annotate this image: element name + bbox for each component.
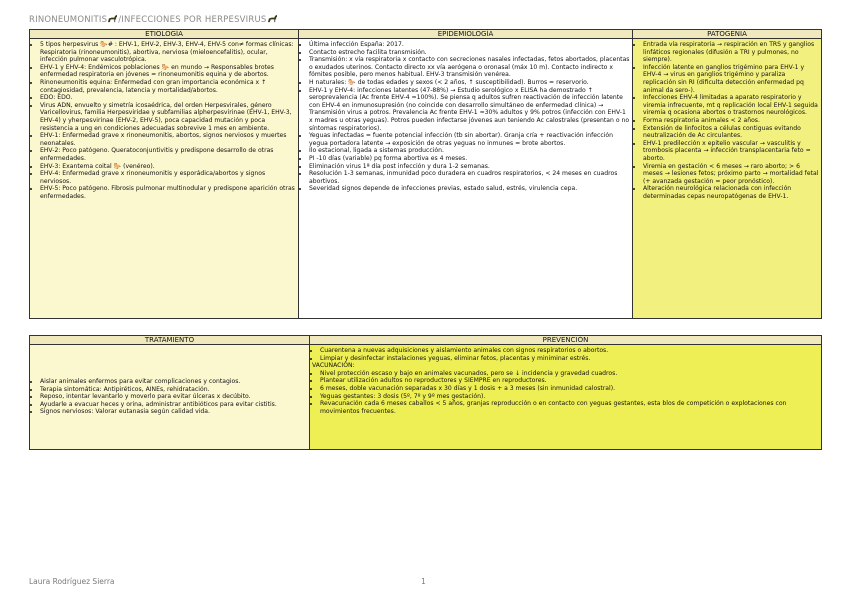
list-item: • Transmisión: x vía respiratoria x contacto con secreciones nasales infectadas, fetos abortados, placentas o exudados uterinos. Contacto directo xx vía aerógena o oronasal (máx 10 m). Contacto indirecto x fómites posible, pero menos habitual. EHV-3 transmisión venérea. bbox=[309, 56, 630, 79]
list-item: • Viremia en gestación < 6 meses → raro aborto; > 6 meses → lesiones fetos; próximo parto → mortalidad fetal (+ avanzada gestación = peor pronóstico). bbox=[643, 163, 819, 186]
page-title bbox=[29, 14, 278, 25]
list-item: • Forma respiratoria animales < 2 años. bbox=[643, 117, 819, 125]
page-title-part2: /INFECCIONES POR HERPESVIRUS bbox=[118, 15, 267, 25]
list-item: • Reposo, intentar levantarlo y moverlo para evitar úlceras x decúbito. bbox=[40, 393, 307, 401]
top-table bbox=[29, 29, 822, 319]
list-item: • Revacunación cada 6 meses caballos < 5 años, granjas reproducción o en contacto con yeguas gestantes, esta blos de competición o explotaciones con movimientos frecuentes. bbox=[320, 400, 819, 415]
list-item: • EHV-1 y EHV-4: Endémicos poblaciones 🐎 en mundo → Responsables brotes enfermedad respiratoria en jóvenes = rinoneumonitis equina y de abortos. bbox=[40, 64, 296, 79]
list-item: • Yeguas infectadas = fuente potencial infección (tb sin abortar). Granja cría + reactivación infección yegua portadora latente → exposición de otras yeguas no inmunes = brote abortos. bbox=[309, 132, 630, 147]
list-item: • Resolución 1-3 semanas, inmunidad poco duradera en cuadros respiratorios, < 24 meses en cuadros abortivos. bbox=[309, 170, 630, 185]
list-item: • Contacto estrecho facilita transmisión. bbox=[309, 49, 630, 57]
list-item: • EHV-1 predilección x epitelio vascular → vasculitis y trombosis placenta → infección transplacentaria feto = aborto. bbox=[643, 140, 819, 163]
list-item: • EHV-5: Poco patógeno. Fibrosis pulmonar multinodular y predispone aparición otras enfermedades. bbox=[40, 185, 296, 200]
prevencion-list bbox=[310, 345, 821, 417]
list-item: • Severidad signos depende de infecciones previas, estado salud, estrés, virulencia cepa. bbox=[309, 185, 630, 193]
list-item: • Cuarentena a nuevas adquisiciones y aislamiento animales con signos respiratorios o abortos. bbox=[320, 347, 819, 355]
horse-icon bbox=[267, 14, 278, 23]
footer-author: Laura Rodríguez Sierra bbox=[29, 577, 115, 586]
list-item: • Extensión de linfocitos a células contiguas evitando neutralización de Ac circulantes. bbox=[643, 125, 819, 140]
list-item: • Plantear utilización adultos no reproductores y SIEMPRE en reproductores. bbox=[320, 377, 819, 385]
list-item: • Terapia sintomática: Antipiréticos, AINEs, rehidratación. bbox=[40, 386, 307, 394]
cell-patogenia bbox=[633, 39, 822, 319]
cell-etiologia bbox=[30, 39, 299, 319]
list-item: • Entrada vía respiratoria → respiración en TRS y ganglios linfáticos regionales (difusión a TRI y pulmones, no siempre). bbox=[643, 41, 819, 64]
header-patogenia: PATOGENIA bbox=[633, 30, 822, 39]
header-epidemiologia: EPIDEMIOLOGÍA bbox=[299, 30, 633, 39]
etiologia-list bbox=[30, 39, 298, 202]
list-item: • 5 tipos herpesvirus 🐎# : EHV-1, EHV-2, EHV-3, EHV-4, EHV-5 con≠ formas clínicas: Respiratoria (rinoneumonitis), abortiva, nerviosa (mieloencefalitis), ocular, infección pulmonar vasculotrópica. bbox=[40, 41, 296, 64]
list-item: • PI -10 días (variable) pq forma abortiva es 4 meses. bbox=[309, 155, 630, 163]
list-item: • Aislar animales enfermos para evitar complicaciones y contagios. bbox=[40, 378, 307, 386]
list-item: • Yeguas gestantes: 3 dosis (5º, 7º y 9º mes gestación). bbox=[320, 393, 819, 401]
list-item: • Infección latente en ganglios trigémino para EHV-1 y EHV-4 → virus en ganglios trigémino y paraliza replicación sin RI (dificulta detección enfermedad pq animal da sero-). bbox=[643, 64, 819, 94]
list-item: • EHV-1 y EHV-4: infecciones latentes (47-88%) → Estudio serológico x ELISA ha demostrado ↑ seroprevalencia (Ac frente EHV-4 ≈100%). Se piensa q adultos sufren reactivación de infección latente con EHV-4 en inmunosupresión (no coincide con desarrollo simultáneo de enfermedad clínica) → Transmisión virus a potros. Prevalencia Ac frente EHV-1 ≈30% adultos y 9% potros (infección con EHV-1 x madres u otras yeguas). Potros pueden infectarse jóvenes aun teniendo Ac calostrales (presentan o no síntomas respiratorios). bbox=[309, 87, 630, 133]
bottom-table bbox=[29, 335, 822, 450]
list-item: • Limpiar y desinfectar instalaciones yeguas, eliminar fetos, placentas y miniminar estrés. bbox=[320, 355, 819, 363]
list-item: • 6 meses, doble vacunación separadas x 30 días y 1 dosis + a 3 meses (sin inmunidad calostral). bbox=[320, 385, 819, 393]
list-item: • Nivel protección escaso y bajo en animales vacunados, pero se ↓ incidencia y gravedad cuadros. bbox=[320, 370, 819, 378]
cell-tratamiento bbox=[30, 345, 310, 450]
patogenia-list bbox=[633, 39, 821, 202]
list-item: • Virus ADN, envuelto y simetría icosaédrica, del orden Herpesvirales, género Varicellovirus, familia Herpesviridae y subfamilias alpherpesvirinae (EHV-1, EHV-3, EHV-4) y yherpesvirinae (EHV-2, EHV-5), poca capacidad mutación y poca resistencia a ung en condiciones adecuadas sobrevive 1 mes en ambiente. bbox=[40, 102, 296, 132]
page-title-part1: RINONEUMONITIS bbox=[29, 15, 108, 25]
list-item: • Infecciones EHV-4 limitadas a aparato respiratorio y viremia infrecuente, mt q replicación local EHV-1 seguida viremia q ocasiona abortos o trastornos neurológicos. bbox=[643, 94, 819, 117]
epidemiologia-list bbox=[299, 39, 632, 195]
list-item: • Alteración neurológica relacionada con infección determinadas cepas neuropatógenas de EHV-1. bbox=[643, 185, 819, 200]
list-item: • EHV-4: Enfermedad grave x rinoneumonitis y esporádica/abortos y signos nerviosos. bbox=[40, 170, 296, 185]
footer-page-number: 1 bbox=[421, 577, 426, 586]
list-item: VACUNACIÓN: bbox=[312, 362, 355, 370]
list-item: • EHV-3: Exantema coital 🐎 (venéreo). bbox=[40, 163, 296, 171]
cell-prevencion bbox=[310, 345, 822, 450]
list-item: • Eliminación virus 1ª día post infección y dura 1-2 semanas. bbox=[309, 163, 630, 171]
list-item: • Ilo estacional, ligada a sistemas producción. bbox=[309, 147, 630, 155]
list-item: • Última infección España: 2017. bbox=[309, 41, 630, 49]
horse-icon bbox=[107, 14, 118, 23]
header-prevencion: PREVENCIÓN bbox=[310, 336, 822, 345]
header-etiologia: ETIOLOGÍA bbox=[30, 30, 299, 39]
header-tratamiento: TRATAMIENTO bbox=[30, 336, 310, 345]
tratamiento-list bbox=[30, 376, 309, 418]
list-item: • Signos nerviosos: Valorar eutanasia según calidad vida. bbox=[40, 408, 307, 416]
list-item: • Ayudarle a evacuar heces y orina, administrar antibióticos para evitar cistitis. bbox=[40, 401, 307, 409]
list-item: • H naturales: 🐎 de todas edades y sexos (< 2 años, ↑ susceptibilidad). Burros = reservorio. bbox=[309, 79, 630, 87]
list-item: • EHV-1: Enfermedad grave x rinoneumonitis, abortos, signos nerviosos y muertes neonatales. bbox=[40, 132, 296, 147]
list-item: • Rinoneumonitis equina: Enfermedad con gran importancia económica x ↑ contagiosidad, prevalencia, latencia y mortalidad/abortos. bbox=[40, 79, 296, 94]
list-item: • EDO: EDO. bbox=[40, 94, 296, 102]
cell-epidemiologia bbox=[299, 39, 633, 319]
list-item: • EHV-2: Poco patógeno. Queratoconjuntivitis y predispone desarrollo de otras enfermedades. bbox=[40, 147, 296, 162]
